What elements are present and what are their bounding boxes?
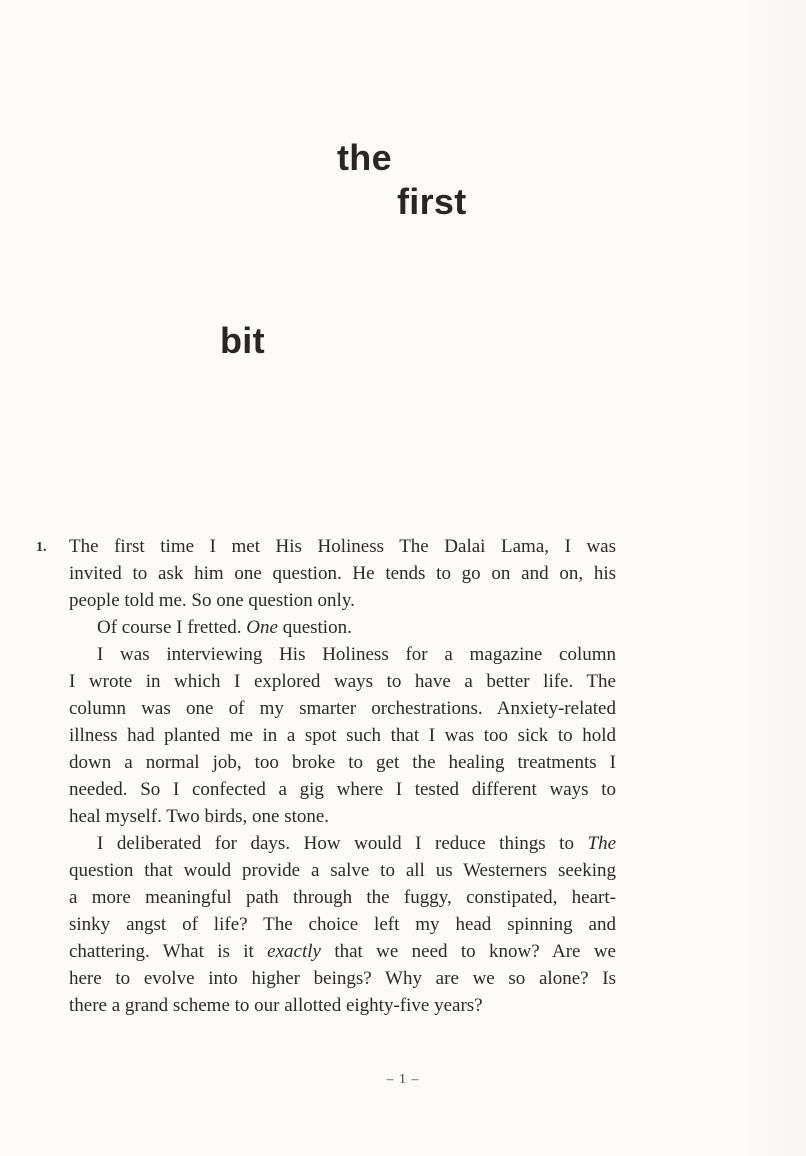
- text-line: question that would provide a salve to all us Westerners seeking: [69, 860, 616, 881]
- text-line: I wrote in which I explored ways to have a better life. The: [69, 671, 616, 692]
- chapter-title-word-first: first: [397, 181, 467, 222]
- text-line: column was one of my smarter orchestrations. Anxiety-related: [69, 698, 616, 719]
- text-line: needed. So I confected a gig where I tested different ways to: [69, 779, 616, 800]
- text-run: Of course I fretted.: [97, 617, 247, 638]
- emphasis-text: exactly: [267, 941, 321, 962]
- paragraph-3: [69, 641, 616, 830]
- text-line: [69, 938, 616, 965]
- text-line: there a grand scheme to our allotted eighty-five years?: [69, 995, 483, 1016]
- chapter-body-text: [69, 533, 616, 1019]
- text-run: I deliberated for days. How would I reduce things to: [97, 833, 588, 854]
- chapter-title-word-bit: bit: [220, 320, 265, 361]
- text-line: down a normal job, too broke to get the healing treatments I: [69, 752, 616, 773]
- text-line: heal myself. Two birds, one stone.: [69, 806, 330, 827]
- chapter-title-word-the: the: [337, 137, 392, 178]
- text-line: I was interviewing His Holiness for a magazine column: [97, 644, 616, 665]
- text-line: [69, 830, 616, 857]
- page-edge-shadow: [746, 0, 806, 1156]
- section-number: 1.: [36, 540, 47, 555]
- paragraph-1: [69, 533, 616, 614]
- emphasis-text: The: [587, 833, 616, 854]
- text-run: that we need to know? Are we: [320, 941, 616, 962]
- text-run: chattering. What is it: [69, 941, 268, 962]
- page-number: – 1 –: [386, 1072, 420, 1087]
- emphasis-text: One: [246, 617, 278, 638]
- text-line: illness had planted me in a spot such that I was too sick to hold: [69, 725, 616, 746]
- text-line: here to evolve into higher beings? Why are we so alone? Is: [69, 968, 616, 989]
- text-line: sinky angst of life? The choice left my head spinning and: [69, 914, 616, 935]
- text-line: [69, 614, 616, 641]
- text-line: a more meaningful path through the fuggy, constipated, heart-: [69, 887, 616, 908]
- paragraph-4: [69, 830, 616, 1019]
- text-line: people told me. So one question only.: [69, 590, 355, 611]
- text-run: question.: [277, 617, 352, 638]
- text-line: invited to ask him one question. He tends to go on and on, his: [69, 563, 616, 584]
- paragraph-2: [69, 614, 616, 641]
- text-line: The first time I met His Holiness The Dalai Lama, I was: [69, 536, 616, 557]
